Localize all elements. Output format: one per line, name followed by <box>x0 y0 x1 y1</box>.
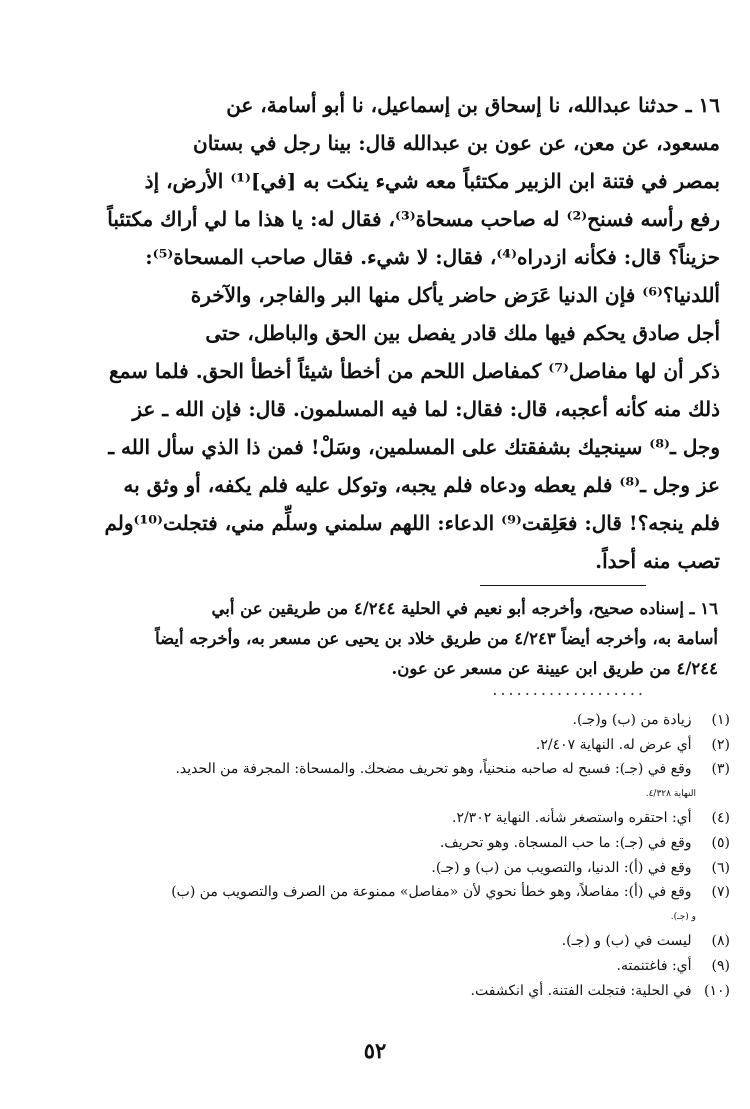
footnote-text: ليست في (ب) و (جـ). <box>561 933 692 950</box>
footnote-number: (٥) <box>711 834 730 851</box>
hadith-line: مسعود، عن معن، عن عون بن عبدالله قال: بينا رجل في بستان <box>193 131 720 155</box>
footnote <box>80 979 730 1004</box>
takhrij-line: ١٦ ـ إسناده صحيح، وأخرجه أبو نعيم في الحلية ٤/٢٤٤ من طريقين عن أبي <box>211 599 718 618</box>
footnote <box>80 954 730 979</box>
footnote-number: (٢) <box>711 736 730 753</box>
footnote <box>80 831 730 856</box>
footnote-text: في الحلية: فتجلت الفتنة. أي انكشفت. <box>470 982 692 999</box>
hadith-line: ذكر أن لها مفاصل⁽⁷⁾ كمفاصل اللحم من أخطأ شيئاً أخطأ الحق. فلما سمع <box>108 359 720 383</box>
takhrij-line: ٤/٢٤٤ من طريق ابن عيينة عن مسعر عن عون. <box>391 659 718 678</box>
takhrij-note <box>100 594 718 684</box>
page-number: ٥٢ <box>363 1038 387 1063</box>
hadith-line: عز وجل ـ⁽⁸⁾ فلم يعطه ودعاه فلم يجبه، وتوكل عليه فلم يكفه، أو وثق به <box>123 473 720 497</box>
footnote-text: وقع في (جـ): ما حب المسجاة. وهو تحريف. <box>439 834 692 851</box>
hadith-line: فلم ينجه؟! قال: فعَلِقت⁽⁹⁾ الدعاء: اللهم سلمني وسلِّم مني، فتجلت⁽¹⁰⁾ولم <box>104 511 720 535</box>
footnote <box>80 733 730 758</box>
hadith-line: ١٦ ـ حدثنا عبدالله، نا إسحاق بن إسماعيل، نا أبو أسامة، عن <box>226 93 720 117</box>
footnote-text: أي: فاغتنمته. <box>616 957 692 974</box>
footnote-number: (٦) <box>711 859 730 876</box>
hadith-line: تصب منه أحداً. <box>595 549 720 573</box>
footnote <box>80 806 730 831</box>
takhrij-line: أسامة به، وأخرجه أيضاً ٤/٢٤٣ من طريق خلاد بن يحيى عن مسعر به، وأخرجه أيضاً <box>155 629 718 648</box>
hadith-line: بمصر في فتنة ابن الزبير مكتئباً معه شيء ينكت به [في]⁽¹⁾ الأرض، إذ <box>144 169 720 193</box>
footnote-separator <box>480 585 646 586</box>
footnote <box>80 929 730 954</box>
footnotes-list <box>80 708 730 1003</box>
footnote-text: وقع في (أ): مفاصلاً، وهو خطأ نحوي لأن «مفاصل» ممنوعة من الصرف والتصويب من (ب) <box>171 884 692 901</box>
footnote-number: (٣) <box>711 761 730 778</box>
footnote-number: (١) <box>711 712 730 728</box>
footnote <box>80 757 730 782</box>
hadith-line: وجل ـ⁽⁸⁾ سينجيك بشفقتك على المسلمين، وسَلْ! فمن ذا الذي سأل الله ـ <box>108 435 720 459</box>
footnote-text: وقع في (أ): الدنيا، والتصويب من (ب) و (جـ). <box>431 859 692 876</box>
footnote-number: (١٠) <box>704 982 730 999</box>
footnote-continuation: النهاية ٤/٣٢٨. <box>645 788 696 799</box>
footnote-number: (٩) <box>711 957 730 974</box>
footnote <box>80 856 730 881</box>
footnote-text: وقع في (جـ): فسبح له صاحبه منحنياً، وهو تحريف مضحك. والمسحاة: المجرفة من الحديد. <box>175 761 692 778</box>
footnote-text: أي: احتقره واستصغر شأنه. النهاية ٢/٣٠٢. <box>451 810 692 827</box>
hadith-line: حزيناً؟ قال: فكأنه ازدراه⁽⁴⁾، فقال: لا شيء. فقال صاحب المسحاة⁽⁵⁾: <box>145 245 720 269</box>
footnote-number: (٨) <box>711 933 730 950</box>
footnote-text: أي عرض له. النهاية ٢/٤٠٧. <box>535 736 692 753</box>
footnote <box>80 708 730 733</box>
hadith-line: رفع رأسه فسنح⁽²⁾ له صاحب مسحاة⁽³⁾، فقال له: يا هذا ما لي أراك مكتئباً <box>107 207 720 231</box>
dotted-divider: ................... <box>492 680 646 699</box>
footnote <box>80 880 730 905</box>
footnote-number: (٤) <box>711 810 730 827</box>
hadith-line: أجل صادق يحكم فيها ملك قادر يفصل بين الحق والباطل، حتى <box>205 321 720 345</box>
footnote-number: (٧) <box>711 884 730 901</box>
footnote-continuation: و (جـ). <box>670 911 696 922</box>
hadith-line: ذلك منه كأنه أعجبه، قال: فقال: لما فيه المسلمون. قال: فإن الله ـ عز <box>132 397 720 421</box>
hadith-text <box>100 86 720 580</box>
hadith-line: أللدنيا؟⁽⁶⁾ فإن الدنيا عَرَض حاضر يأكل منها البر والفاجر، والآخرة <box>190 283 720 307</box>
footnote-text: زيادة من (ب) و(جـ). <box>572 712 692 728</box>
